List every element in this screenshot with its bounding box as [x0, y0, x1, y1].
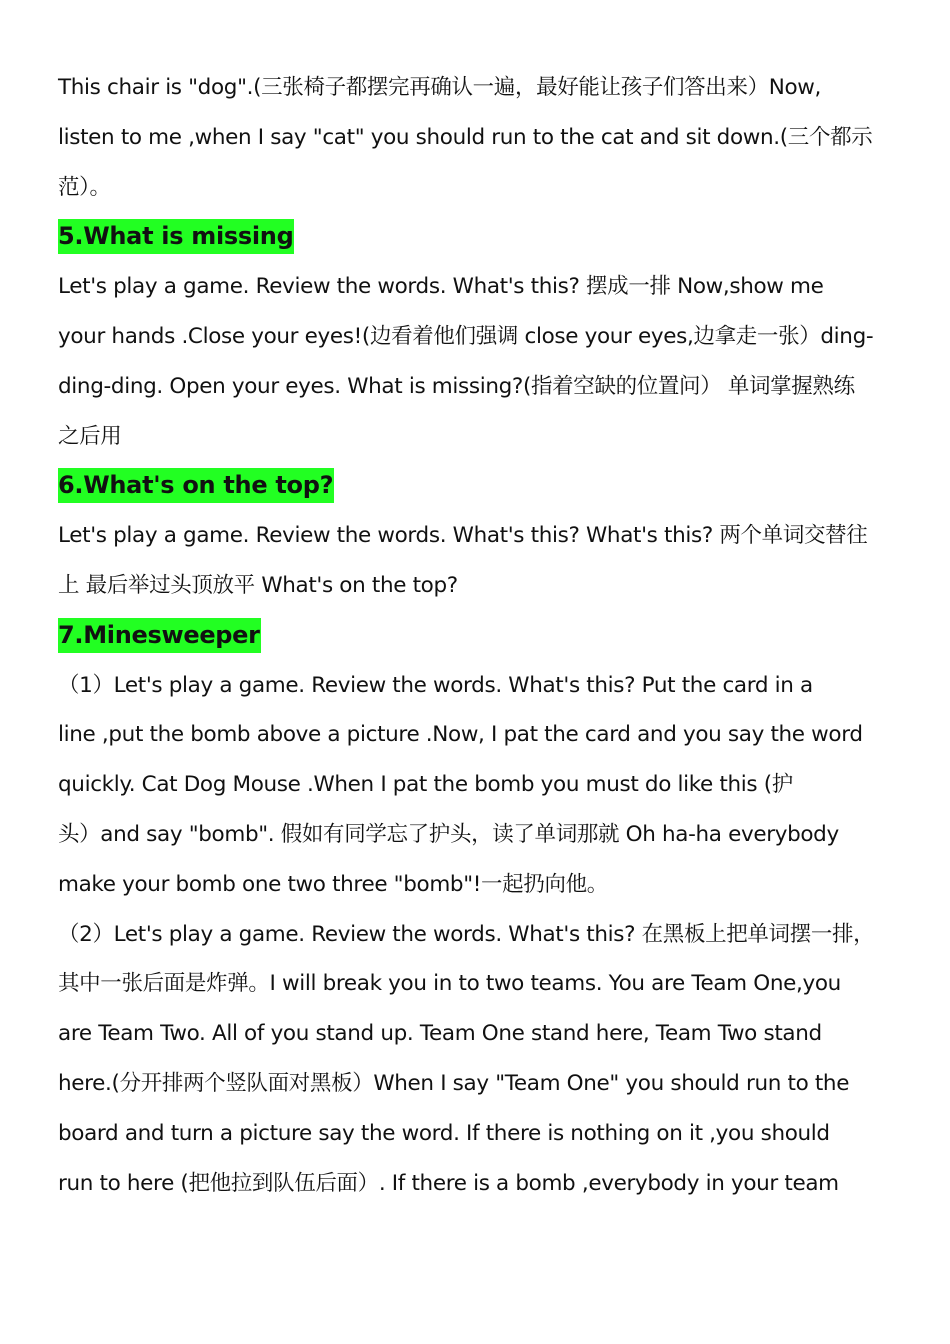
section-whats-on-the-top — [58, 461, 898, 610]
text-line: 头）and say "bomb". 假如有同学忘了护头，读了单词那就 Oh ha-ha everybody — [58, 821, 839, 847]
text-line: ding-ding. Open your eyes. What is missing?(指着空缺的位置问） 单词掌握熟练 — [58, 373, 855, 399]
text-line: 其中一张后面是炸弹。I will break you in to two teams. You are Team One,you — [58, 971, 841, 997]
text-line: line ,put the bomb above a picture .Now, I pat the card and you say the word — [58, 722, 863, 748]
text-line: listen to me ,when I say "cat" you should run to the cat and sit down.(三个都示 — [58, 124, 873, 150]
text-line: Let's play a game. Review the words. What's this? 摆成一排 Now,show me — [58, 274, 824, 300]
text-line: Let's play a game. Review the words. What's this? What's this? 两个单词交替往 — [58, 523, 868, 549]
text-line: run to here (把他拉到队伍后面）. If there is a bomb ,everybody in your team — [58, 1170, 839, 1196]
heading-highlight-text: 7.Minesweeper — [58, 618, 261, 653]
text-line: This chair is "dog".(三张椅子都摆完再确认一遍，最好能让孩子们答出来）Now, — [58, 75, 822, 100]
text-line: are Team Two. All of you stand up. Team One stand here, Team Two stand — [58, 1021, 822, 1047]
text-line: 范）。 — [58, 174, 111, 200]
section-what-is-missing — [58, 212, 898, 461]
text-line: 之后用 — [58, 423, 122, 449]
text-line: board and turn a picture say the word. If there is nothing on it ,you should — [58, 1120, 830, 1146]
intro-paragraph — [58, 63, 898, 212]
text-line: your hands .Close your eyes!(边看着他们强调 close your eyes,边拿走一张）ding- — [58, 323, 874, 349]
heading-highlight-text: 6.What's on the top? — [58, 468, 334, 503]
text-line: （1）Let's play a game. Review the words. What's this? Put the card in a — [58, 672, 813, 698]
section-minesweeper — [58, 611, 898, 1209]
text-line: make your bomb one two three "bomb"!一起扔向他。 — [58, 871, 608, 897]
section-heading — [58, 611, 898, 661]
text-line: 上 最后举过头顶放平 What's on the top? — [58, 572, 458, 598]
document-page — [58, 63, 898, 1208]
section-heading — [58, 461, 898, 511]
text-line: quickly. Cat Dog Mouse .When I pat the bomb you must do like this (护 — [58, 772, 793, 798]
text-line: （2）Let's play a game. Review the words. What's this? 在黑板上把单词摆一排， — [58, 921, 875, 947]
heading-highlight-text: 5.What is missing — [58, 219, 294, 254]
text-line: here.(分开排两个竖队面对黑板）When I say "Team One" you should run to the — [58, 1070, 850, 1096]
section-heading — [58, 212, 898, 262]
